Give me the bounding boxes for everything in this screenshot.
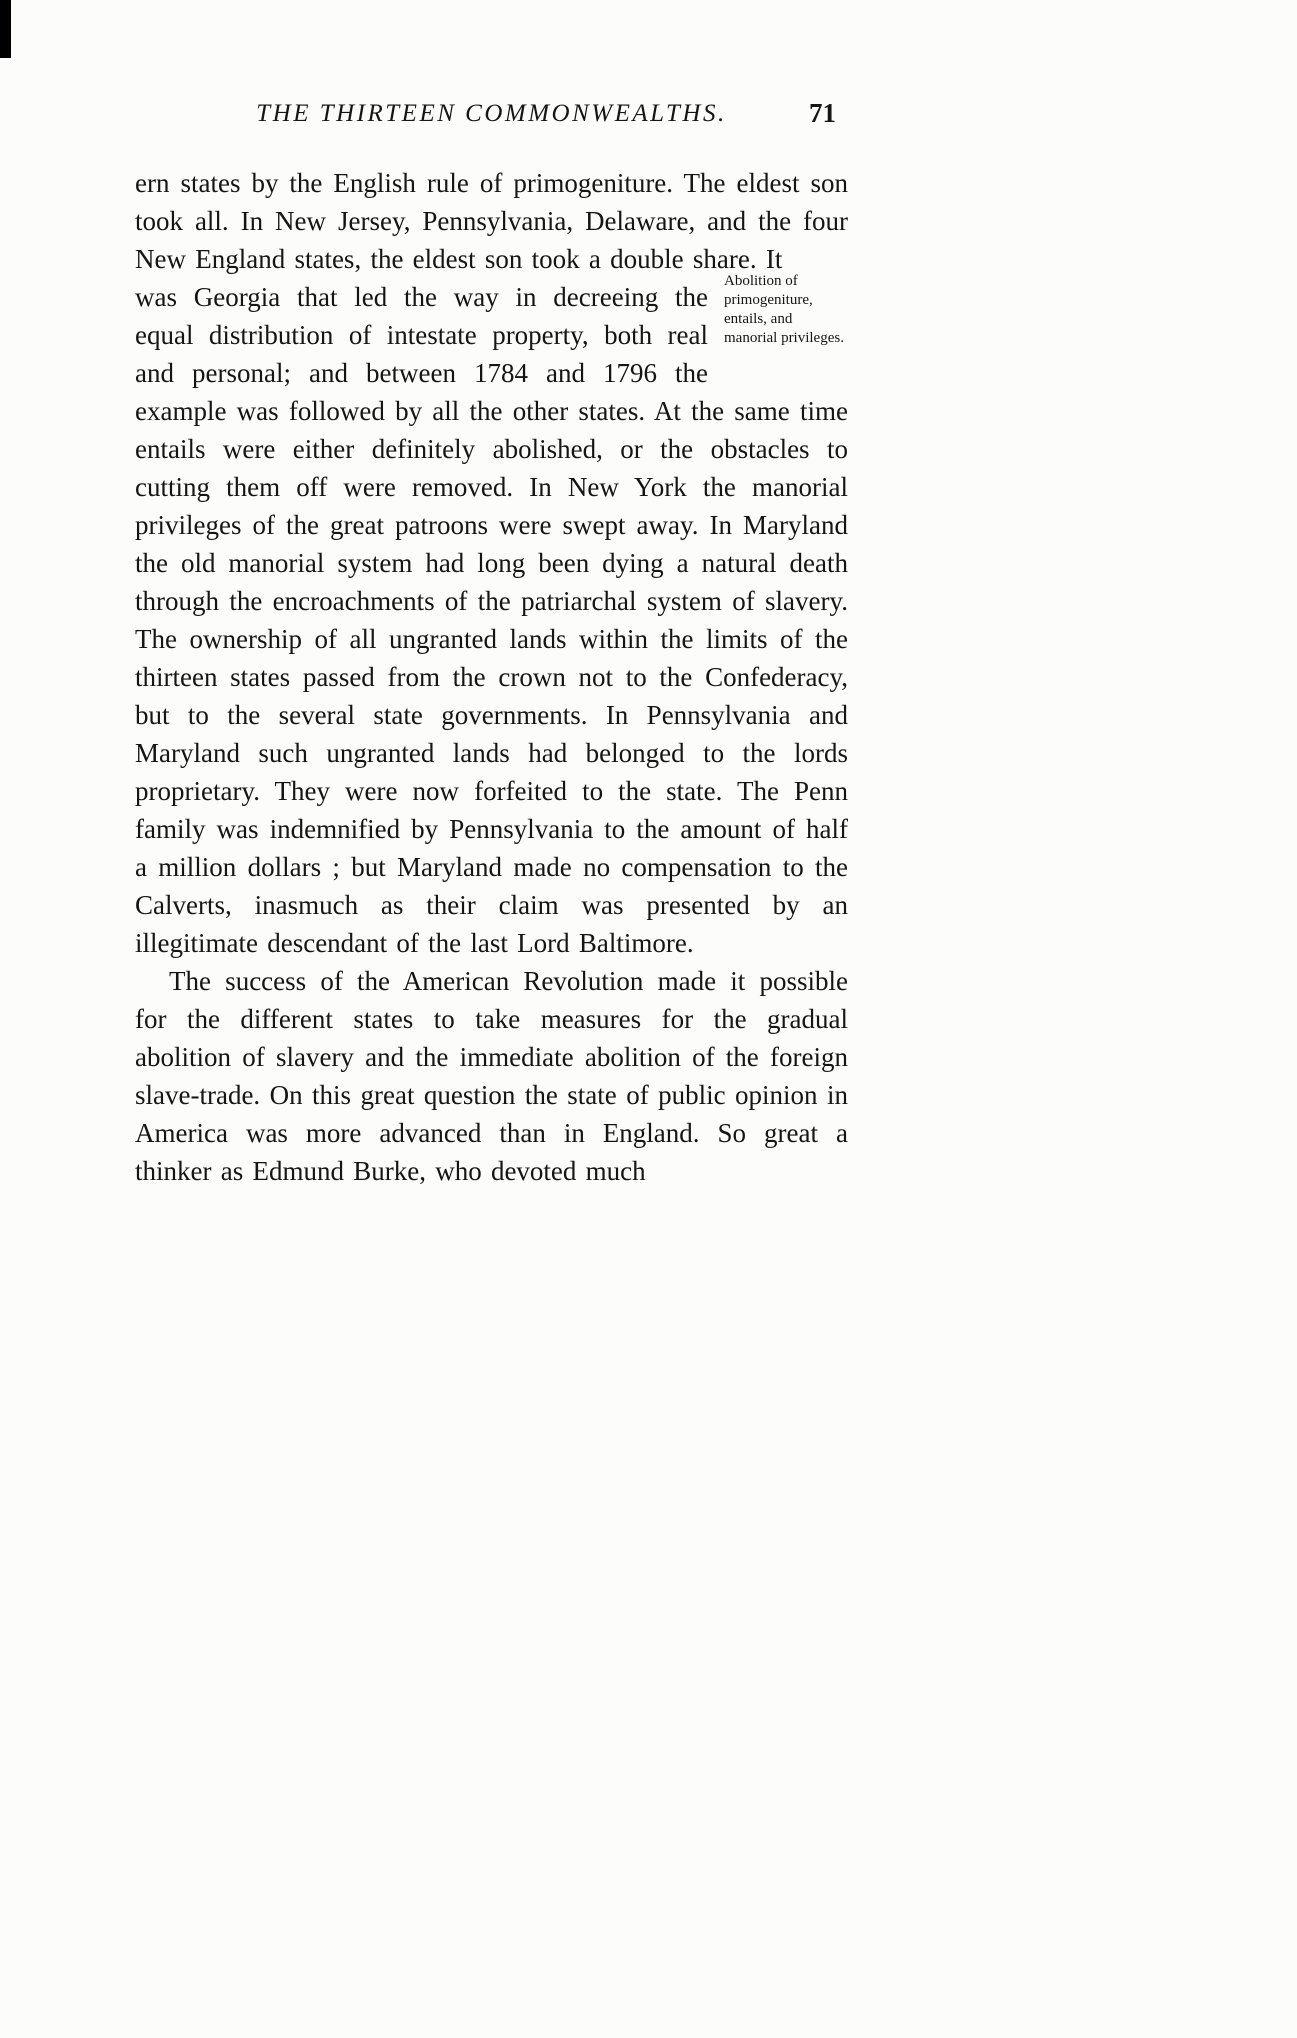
scan-artifact-mark: [0, 0, 11, 58]
paragraph-1-rest: between 1784 and 1796 the example was followed by all the other states. At the same time entails were either definitely abolished, or the obstacles to cutting them off were removed. In New York the manorial privileges of the great patroons were swept away. In Maryland the old manorial system had long been dying a natural death through the encroachments of the patriarchal system of slavery. The ownership of all ungranted lands within the limits of the thirteen states passed from the crown not to the Confederacy, but to the several state governments. In Pennsylvania and Maryland such ungranted lands had belonged to the lords proprietary. They were now forfeited to the state. The Penn family was indemnified by Pennsylvania to the amount of half a million dollars ; but Maryland made no compensation to the Calverts, inasmuch as their claim was presented by an illegitimate descendant of the last Lord Baltimore.: [135, 358, 848, 958]
page-number: 71: [809, 98, 836, 128]
running-title: THE THIRTEEN COMMONWEALTHS.: [256, 100, 727, 127]
page-content: [135, 100, 848, 1190]
paragraph-1-continued: [135, 273, 848, 962]
page-body: [135, 164, 848, 1190]
paragraph-1-intro: ern states by the English rule of primogeniture. The eldest son took all. In New Jersey, Pennsylvania, Delaware, and the four New England states, the eldest son took a double share. It: [135, 168, 848, 274]
marginal-sidenote: Abolition of primogeniture, entails, and manorial privileges.: [724, 273, 844, 346]
page-header: [135, 100, 848, 140]
paragraph-1-beside-note: was Georgia that led the way in decreeing the equal distribution of intestate property, both real and personal; and: [135, 282, 708, 388]
paragraph-2: The success of the American Revolution made it possible for the different states to take measures for the gradual abolition of slavery and the immediate abolition of the foreign slave-trade. On this great question the state of public opinion in America was more advanced than in England. So great a thinker as Edmund Burke, who devoted much: [135, 966, 848, 1186]
